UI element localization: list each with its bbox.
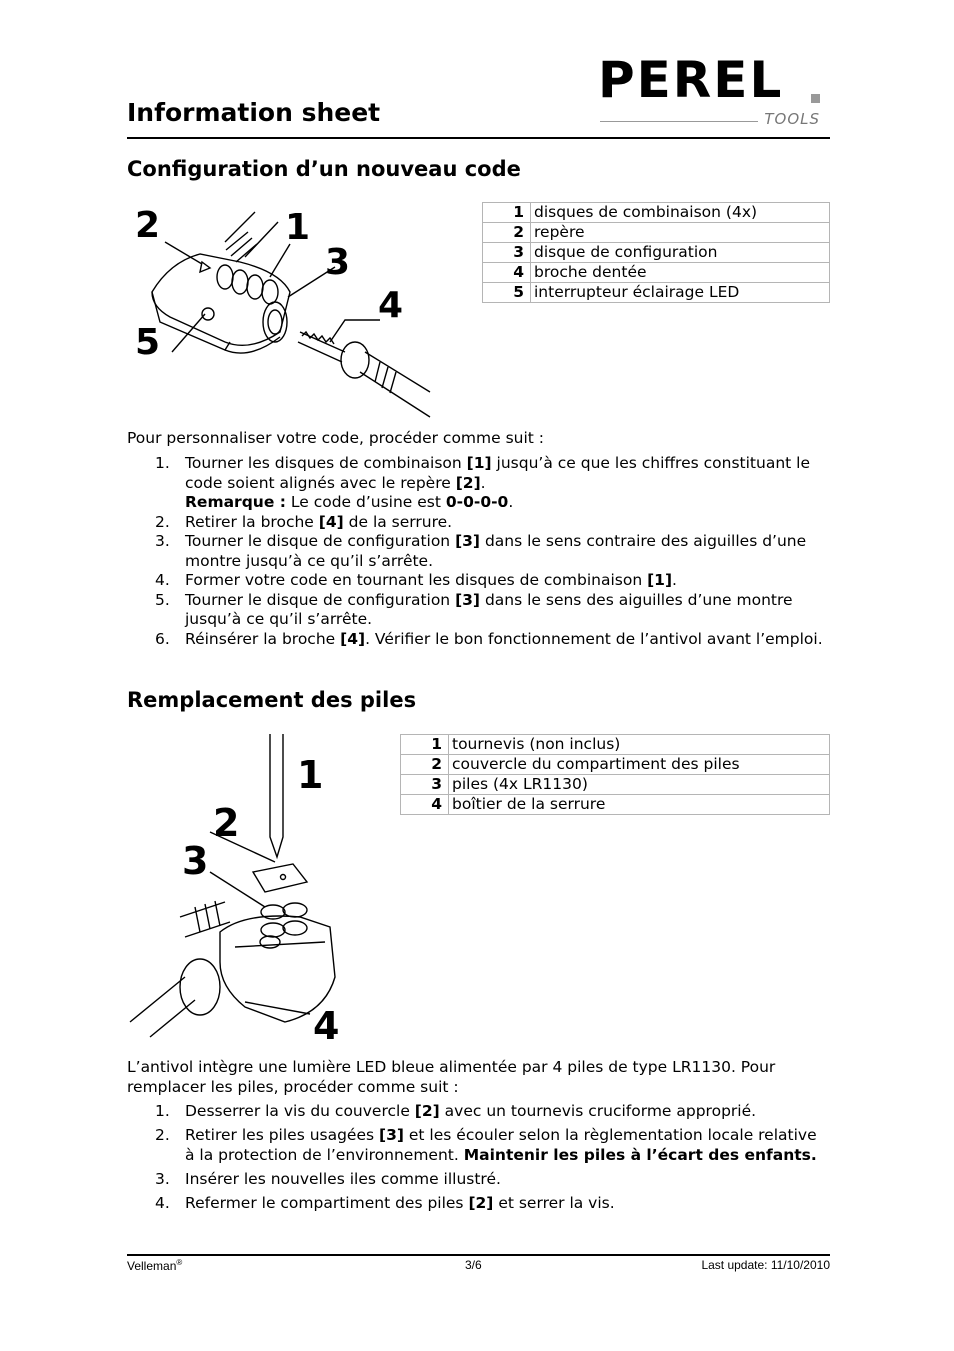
part-label: disque de configuration <box>531 243 830 263</box>
table-row <box>401 755 830 775</box>
part-label: broche dentée <box>531 263 830 283</box>
step-text: Retirer la broche <box>185 512 319 531</box>
list-item <box>127 454 827 513</box>
step-ref: [4] <box>340 629 366 648</box>
step-number: 2. <box>155 1126 170 1144</box>
battery-replacement-illustration <box>125 732 350 1047</box>
lock-code-illustration <box>130 202 450 422</box>
footer-page-number: 3/6 <box>465 1258 482 1272</box>
figure1-label-2: 2 <box>135 205 161 246</box>
figure2-label-1: 1 <box>297 753 324 797</box>
step-text: avec un tournevis cruciforme approprié. <box>439 1102 757 1120</box>
section-heading-battery: Remplacement des piles <box>127 688 417 712</box>
logo-underline <box>600 121 758 122</box>
step-ref: [1] <box>466 454 492 472</box>
step-text: jusqu’à ce que les chiffres constituant le code soient alignés avec le repère <box>185 454 810 492</box>
step-number: 4. <box>155 1193 170 1212</box>
step-text: et serrer la vis. <box>493 1193 615 1212</box>
part-number: 5 <box>483 283 531 303</box>
step-text: Réinsérer la broche <box>185 629 341 648</box>
logo-subtitle: TOOLS <box>764 110 820 128</box>
part-number: 2 <box>401 755 449 775</box>
part-number: 2 <box>483 223 531 243</box>
step-number: 2. <box>155 512 170 531</box>
perel-tools-logo <box>598 51 828 130</box>
step-text: Tourner les disques de combinaison <box>185 454 467 472</box>
battery-steps-list <box>127 1102 827 1218</box>
list-item <box>127 571 827 591</box>
part-label: couvercle du compartiment des piles <box>449 755 830 775</box>
step-text: Retirer les piles usagées <box>185 1126 380 1144</box>
page-title: Information sheet <box>127 98 381 127</box>
parts-table-code <box>482 202 830 303</box>
part-label: repère <box>531 223 830 243</box>
figure2-label-4: 4 <box>313 1004 340 1047</box>
part-label: disques de combinaison (4x) <box>531 203 830 223</box>
list-item <box>127 1170 827 1190</box>
step-number: 1. <box>155 1102 170 1120</box>
step-ref: [3] <box>455 532 481 550</box>
footer-last-update: Last update: 11/10/2010 <box>701 1258 830 1272</box>
part-label: piles (4x LR1130) <box>449 775 830 795</box>
list-item <box>127 630 827 650</box>
step-number: 1. <box>155 454 170 472</box>
step-ref: [1] <box>647 571 673 589</box>
list-item <box>127 513 827 533</box>
footer-brand <box>127 1258 182 1273</box>
list-item <box>127 1194 827 1214</box>
list-item <box>127 1102 827 1122</box>
footer-divider <box>127 1254 830 1256</box>
part-number: 4 <box>401 795 449 815</box>
step-text: Tourner le disque de configuration <box>185 590 456 609</box>
registered-mark: ® <box>176 1258 183 1267</box>
table-row <box>401 775 830 795</box>
code-intro-text: Pour personnaliser votre code, procéder comme suit : <box>127 429 545 447</box>
table-row <box>401 735 830 755</box>
step-text: de la serrure. <box>343 512 453 531</box>
header-divider <box>127 137 830 139</box>
figure1-label-5: 5 <box>135 322 161 363</box>
step-text: Desserrer la vis du couvercle <box>185 1102 415 1120</box>
step-ref: [4] <box>318 512 344 531</box>
figure1-label-4: 4 <box>378 285 404 326</box>
table-row <box>483 223 830 243</box>
table-row <box>483 283 830 303</box>
section-heading-new-code: Configuration d’un nouveau code <box>127 157 521 181</box>
part-label: interrupteur éclairage LED <box>531 283 830 303</box>
parts-table-battery <box>400 734 830 815</box>
logo-wordmark: PEREL <box>598 51 784 109</box>
step-number: 4. <box>155 571 170 589</box>
step-number: 6. <box>155 629 170 648</box>
step-text: . <box>480 473 486 492</box>
step-ref: [3] <box>455 590 481 609</box>
table-row <box>483 263 830 283</box>
step-ref: [2] <box>455 473 481 492</box>
code-steps-list <box>127 454 827 649</box>
step-number: 5. <box>155 590 170 609</box>
figure2-label-3: 3 <box>182 839 209 883</box>
step-text: Insérer les nouvelles iles comme illustré. <box>185 1169 501 1188</box>
warning-text: Maintenir les piles à l’écart des enfants. <box>463 1145 817 1164</box>
part-label: tournevis (non inclus) <box>449 735 830 755</box>
step-text: dans le sens des aiguilles d’une montre jusqu’à ce qu’il s’arrête. <box>185 590 793 628</box>
list-item <box>127 591 827 630</box>
table-row <box>483 203 830 223</box>
part-number: 4 <box>483 263 531 283</box>
step-text: Refermer le compartiment des piles <box>185 1193 469 1212</box>
note-label: Remarque : <box>185 493 286 511</box>
note-end: . <box>508 493 514 511</box>
part-number: 1 <box>483 203 531 223</box>
part-number: 3 <box>401 775 449 795</box>
step-text: . Vérifier le bon fonctionnement de l’antivol avant l’emploi. <box>365 629 823 648</box>
table-row <box>483 243 830 263</box>
step-text: Former votre code en tournant les disques de combinaison <box>185 571 648 589</box>
part-number: 3 <box>483 243 531 263</box>
list-item <box>127 1126 827 1165</box>
list-item <box>127 532 827 571</box>
part-label: boîtier de la serrure <box>449 795 830 815</box>
step-text: dans le sens contraire des aiguilles d’une montre jusqu’à ce qu’il s’arrête. <box>185 532 807 570</box>
figure2-label-2: 2 <box>213 801 240 845</box>
step-number: 3. <box>155 1169 170 1188</box>
battery-intro-text: L’antivol intègre une lumière LED bleue alimentée par 4 piles de type LR1130. Pour remplacer les piles, procéder comme suit : <box>127 1058 776 1096</box>
step-ref: [2] <box>468 1193 494 1212</box>
figure1-label-1: 1 <box>285 207 311 248</box>
step-ref: [3] <box>379 1126 404 1144</box>
figure1-label-3: 3 <box>325 242 351 283</box>
part-number: 1 <box>401 735 449 755</box>
table-row <box>401 795 830 815</box>
step-text: et les écouler selon la règlementation locale relative à la protection de l’environnement. <box>185 1126 817 1164</box>
factory-code: 0-0-0-0 <box>445 493 509 511</box>
brand-name: Velleman <box>127 1259 177 1273</box>
step-ref: [2] <box>414 1102 440 1120</box>
logo-square-icon <box>811 94 820 103</box>
step-text: . <box>672 571 677 589</box>
step-text: Tourner le disque de configuration <box>185 532 456 550</box>
step-number: 3. <box>155 532 170 550</box>
note-text: Le code d’usine est <box>285 493 446 511</box>
